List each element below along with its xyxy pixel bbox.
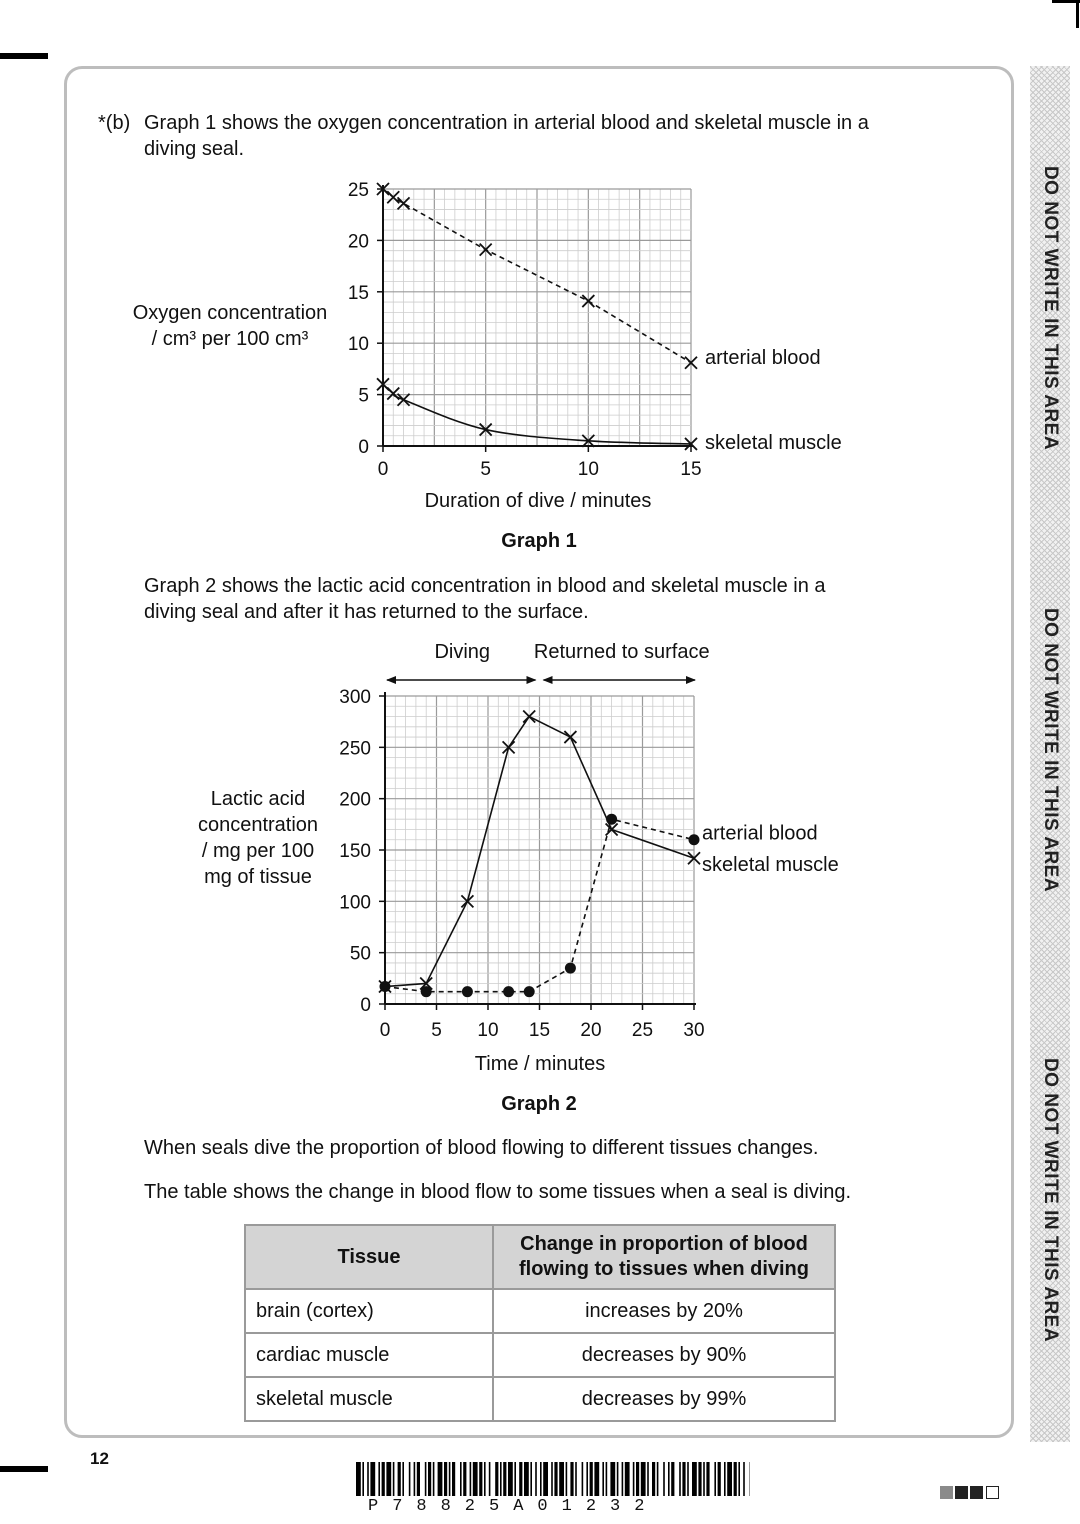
barcode-bar (668, 1462, 670, 1496)
barcode-bar (687, 1462, 689, 1496)
barcode-bar (554, 1462, 557, 1496)
surface-label: Returned to surface (533, 641, 710, 663)
barcode-bar (438, 1462, 443, 1496)
barcode-bar (698, 1462, 701, 1496)
diving-label: Diving (434, 641, 491, 663)
question-marker: *(b) (98, 112, 131, 134)
barcode-bar (398, 1462, 401, 1496)
table-cell-change: increases by 20% (493, 1289, 835, 1333)
barcode-bar (463, 1462, 466, 1496)
barcode-bar (444, 1462, 447, 1496)
table-cell-tissue: brain (cortex) (245, 1289, 493, 1333)
arterial-blood-point (565, 963, 576, 974)
barcode-bar (575, 1462, 577, 1496)
page-indicator-square-4 (986, 1486, 999, 1499)
y-tick-label: 200 (339, 789, 371, 811)
x-tick-label: 20 (580, 1020, 602, 1041)
barcode-bar (633, 1462, 635, 1496)
barcode-bar (566, 1462, 568, 1496)
barcode-bar (703, 1462, 705, 1496)
table-row (245, 1333, 835, 1377)
barcode-bar (524, 1462, 529, 1496)
barcode-bar (500, 1462, 502, 1496)
barcode-bar (617, 1462, 619, 1496)
barcode-bar (402, 1462, 404, 1496)
barcode-bar (657, 1462, 659, 1496)
barcode-bar (370, 1462, 375, 1496)
barcode-bar (641, 1462, 646, 1496)
grid (385, 696, 694, 1004)
barcode-bar (378, 1462, 380, 1496)
margin-warning-2: DO NOT WRITE IN THIS AREA (1040, 607, 1061, 893)
barcode-bar (425, 1462, 427, 1496)
y-tick-label: 300 (339, 687, 371, 708)
barcode-bar (470, 1462, 472, 1496)
question-intro: Graph 1 shows the oxygen concentration in arterial blood and skeletal muscle in a diving seal. (144, 112, 869, 160)
barcode-bar (460, 1462, 462, 1496)
graph2-ylabel-line: concentration (197, 814, 319, 836)
barcode-bar (586, 1462, 588, 1496)
y-tick-label: 20 (347, 231, 369, 253)
y-tick-label: 15 (347, 282, 369, 304)
barcode-bar (535, 1462, 537, 1496)
y-tick-label: 25 (347, 180, 369, 201)
barcode-bar (551, 1462, 553, 1496)
barcode-bar (543, 1462, 548, 1496)
barcode-bar (489, 1462, 491, 1496)
table-header-row (245, 1225, 835, 1289)
barcode-bar (594, 1462, 599, 1496)
barcode-bar (519, 1462, 522, 1496)
barcode-bar (679, 1462, 681, 1496)
skeletal-muscle-label: skeletal muscle (702, 854, 839, 877)
arterial-blood-label: arterial blood (705, 347, 821, 370)
barcode-bar (602, 1462, 604, 1496)
y-tick-label: 5 (358, 385, 369, 407)
barcode-bar (473, 1462, 478, 1496)
table-row (245, 1289, 835, 1333)
barcode-bar (570, 1462, 573, 1496)
barcode-bar (706, 1462, 709, 1496)
x-tick-label: 10 (577, 459, 599, 480)
barcode-bar (652, 1462, 655, 1496)
arterial-blood-point (524, 986, 535, 997)
page-indicator-square-2 (955, 1486, 968, 1499)
y-tick-label: 150 (339, 841, 371, 862)
barcode-bar (382, 1462, 385, 1496)
x-tick-label: 15 (680, 459, 702, 480)
arterial-blood-point (689, 834, 700, 845)
barcode-bar (622, 1462, 624, 1496)
barcode-bar (714, 1462, 716, 1496)
arterial-blood-point (503, 986, 514, 997)
table-header-change-text: Change in proportion of blood flowing to tissues when diving (518, 1233, 809, 1280)
graph1-ylabel-2: / cm³ per 100 cm³ (151, 328, 309, 350)
barcode-bar (514, 1462, 516, 1496)
barcode-bar (409, 1462, 411, 1496)
y-tick-label: 50 (349, 943, 371, 965)
graph2-ylabel-line: Lactic acid (210, 788, 306, 810)
table-cell-tissue: cardiac muscle (245, 1333, 493, 1377)
graph2-ylabel-line: mg of tissue (204, 866, 312, 888)
barcode-bar (452, 1462, 455, 1496)
y-tick-label: 0 (358, 437, 369, 458)
y-tick-label: 250 (339, 738, 371, 760)
x-tick-label: 10 (477, 1020, 499, 1041)
barcode-bar (449, 1462, 451, 1496)
barcode-bar (692, 1462, 697, 1496)
y-tick-label: 0 (360, 995, 371, 1016)
page-indicator-square-1 (940, 1486, 953, 1499)
x-tick-label: 25 (631, 1020, 654, 1041)
table-cell-tissue: skeletal muscle (245, 1377, 493, 1421)
barcode-bar (559, 1462, 564, 1496)
graph1-title: Graph 1 (501, 530, 577, 552)
barcode-bar (582, 1462, 584, 1496)
barcode-bar (362, 1462, 364, 1496)
table-cell-change: decreases by 99% (493, 1377, 835, 1421)
skeletal-muscle-label: skeletal muscle (705, 432, 842, 454)
arterial-blood-point (462, 986, 473, 997)
barcode-bar (530, 1462, 532, 1496)
table-cell-change: decreases by 90% (493, 1333, 835, 1377)
barcode-bar (386, 1462, 391, 1496)
barcode-bar (718, 1462, 721, 1496)
barcode-bar (625, 1462, 630, 1496)
barcode-bar (479, 1462, 482, 1496)
x-tick-label: 30 (683, 1020, 705, 1041)
x-tick-label: 0 (379, 1020, 391, 1041)
barcode-bar (738, 1462, 740, 1496)
barcode-bar (636, 1462, 639, 1496)
barcode-number: P78825A01232 (368, 1497, 659, 1516)
y-tick-label: 10 (347, 334, 369, 356)
barcode-bar (734, 1462, 737, 1496)
blood-flow-text: When seals dive the proportion of blood flowing to different tissues changes. (144, 1137, 819, 1159)
crop-mark-bottom-left (0, 1466, 48, 1472)
barcode-bar (682, 1462, 685, 1496)
barcode-bar (503, 1462, 506, 1496)
margin-warning-3: DO NOT WRITE IN THIS AREA (1040, 1057, 1061, 1343)
barcode-bar (671, 1462, 674, 1496)
barcode-bar (495, 1462, 498, 1496)
graph2-title: Graph 2 (501, 1093, 577, 1115)
graph1-ylabel-1: Oxygen concentration (132, 302, 328, 324)
barcode-bar (367, 1462, 369, 1496)
barcode-bar (414, 1462, 416, 1496)
barcode-bar (647, 1462, 649, 1496)
barcode-bar (356, 1462, 361, 1496)
barcode-bar (743, 1462, 745, 1496)
barcode-bar (428, 1462, 431, 1496)
barcode-bar (433, 1462, 435, 1496)
arterial-blood-label: arterial blood (702, 822, 818, 845)
graph2-ylabel-line: / mg per 100 (201, 840, 315, 862)
x-tick-label: 0 (377, 459, 389, 480)
barcode (356, 1462, 750, 1496)
barcode-bar (417, 1462, 420, 1496)
barcode-bar (508, 1462, 513, 1496)
table-row (245, 1377, 835, 1421)
x-tick-label: 5 (431, 1020, 442, 1041)
barcode-bar (610, 1462, 615, 1496)
margin-warning-1: DO NOT WRITE IN THIS AREA (1040, 165, 1061, 451)
barcode-bar (606, 1462, 608, 1496)
table-header-change (493, 1225, 835, 1289)
y-tick-label: 100 (339, 892, 371, 914)
graph2-xlabel: Time / minutes (474, 1053, 606, 1075)
table-intro: The table shows the change in blood flow to some tissues when a seal is diving. (144, 1181, 852, 1203)
x-tick-label: 15 (528, 1020, 551, 1041)
table-header-tissue: Tissue (245, 1225, 493, 1289)
barcode-bar (393, 1462, 395, 1496)
page-indicator-square-3 (970, 1486, 983, 1499)
page-number: 12 (90, 1449, 109, 1468)
barcode-bar (484, 1462, 486, 1496)
barcode-bar (727, 1462, 732, 1496)
barcode-bar (540, 1462, 542, 1496)
tissue-table (244, 1224, 836, 1422)
barcode-bar (663, 1462, 665, 1496)
barcode-bar (590, 1462, 593, 1496)
graph2-intro: Graph 2 shows the lactic acid concentration in blood and skeletal muscle in a diving seal and after it has returned to the surface. (144, 575, 826, 623)
barcode-bar (724, 1462, 726, 1496)
graph1-xlabel: Duration of dive / minutes (424, 490, 652, 512)
x-tick-label: 5 (480, 459, 491, 480)
